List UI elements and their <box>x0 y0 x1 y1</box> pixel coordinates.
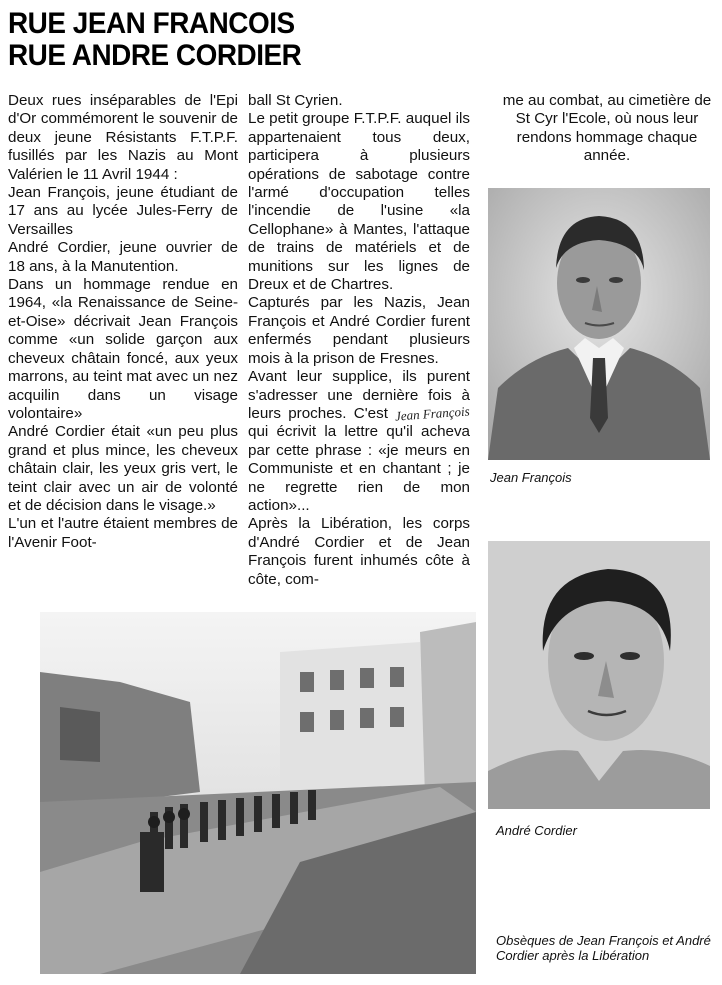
paragraph-text: qui écrivit la lettre qu'il acheva par cette phrase : «je meurs en Communiste et en chantant ; je ne regrette rien de mon action»... <box>248 423 470 514</box>
caption-funeral: Obsèques de Jean François et André Cordier après la Libération <box>496 933 711 963</box>
paragraph: Après la Libération, les corps d'André Cordier et de Jean François furent inhumés côte à côte, com- <box>248 515 470 588</box>
page-title <box>8 8 301 72</box>
paragraph: Capturés par les Nazis, Jean François et André Cordier furent enfermés pendant plusieurs mois à la prison de Fresnes. <box>248 294 470 367</box>
caption-andre-cordier: André Cordier <box>496 823 577 838</box>
title-line-2: RUE ANDRE CORDIER <box>8 39 302 72</box>
portrait-andre-cordier-photo <box>488 541 710 809</box>
title-line-1: RUE JEAN FRANCOIS <box>8 7 295 40</box>
paragraph: André Cordier était «un peu plus grand et plus mince, les cheveux châtain clair, les yeux gris vert, le teint clair avec un air de volonté et de décision dans le visage.» <box>8 423 238 514</box>
paragraph-letter <box>248 368 470 515</box>
paragraph: Jean François, jeune étudiant de 17 ans au lycée Jules-Ferry de Versailles <box>8 184 238 238</box>
article-column-1 <box>8 92 238 552</box>
funeral-procession-photo <box>40 612 476 974</box>
caption-jean-francois: Jean François <box>490 470 572 485</box>
article-column-2 <box>248 92 470 589</box>
paragraph: André Cordier, jeune ouvrier de 18 ans, à la Manutention. <box>8 239 238 275</box>
paragraph: Le petit groupe F.T.P.F. auquel ils appartenaient tous deux, participera à plusieurs opérations de sabotage contre l'armé d'occupation telles l'incendie de l'usine «la Cellophane» à Mantes, l'attaque de trains de matériels et de munitions sur les lignes de Dreux et de Chartres. <box>248 110 470 294</box>
paragraph: Dans un hommage rendue en 1964, «la Renaissance de Seine-et-Oise» décrivait Jean François comme «un solide garçon aux cheveux châtain foncé, aux yeux marrons, au teint mat avec un nez acquilin dans un visage volontaire» <box>8 276 238 422</box>
paragraph: ball St Cyrien. <box>248 92 343 109</box>
paragraph: L'un et l'autre étaient membres de l'Avenir Foot- <box>8 515 238 551</box>
article-column-3 <box>498 92 716 166</box>
paragraph-text: Avant leur supplice, ils purent s'adresser une dernière fois à leurs proches. C'est <box>248 368 470 422</box>
portrait-jean-francois-photo <box>488 188 710 460</box>
paragraph: Deux rues inséparables de l'Epi d'Or commémorent le souvenir de deux jeune Résistants F.T.P.F. fusillés par les Nazis au Mont Valérien le 11 Avril 1944 : <box>8 92 238 183</box>
handwritten-annotation: Jean François <box>394 403 471 424</box>
paragraph: me au combat, au cimetière de St Cyr l'Ecole, où nous leur rendons hommage chaque année. <box>502 92 712 165</box>
